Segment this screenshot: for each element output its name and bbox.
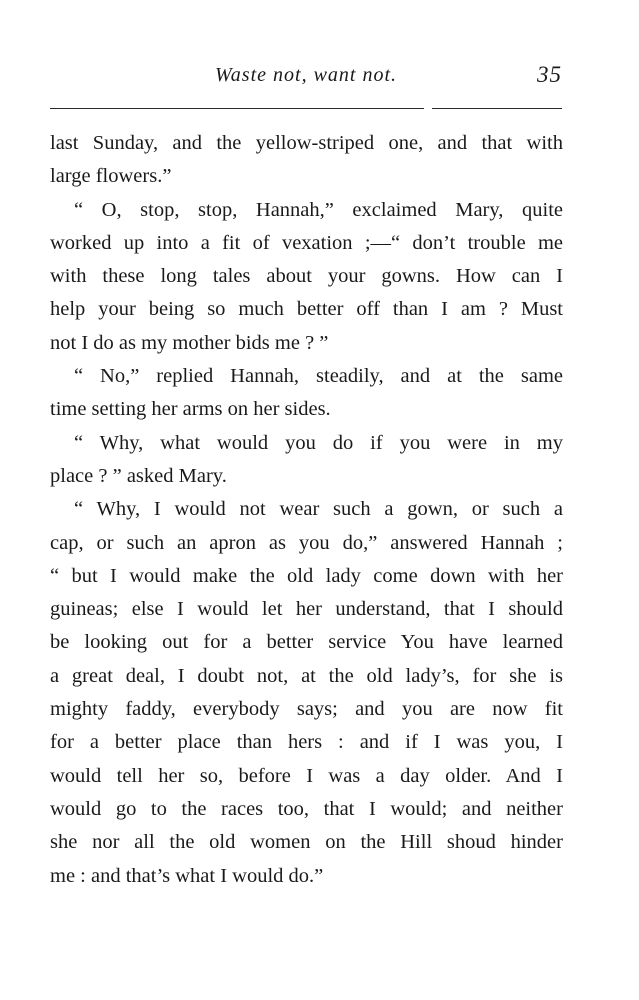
text-line: help your being so much better off than I am ? Must <box>50 298 563 321</box>
text-line: “ but I would make the old lady come down with her <box>50 564 563 587</box>
text-line: be looking out for a better service You have learned <box>50 631 563 654</box>
text-line: place ? ” asked Mary. <box>50 464 227 487</box>
text-line: large flowers.” <box>50 165 172 188</box>
text-line: cap, or such an apron as you do,” answered Hannah ; <box>50 531 563 554</box>
text-line: worked up into a fit of vexation ;—“ don’t trouble me <box>50 231 563 254</box>
running-title: Waste not, want not. <box>214 64 398 86</box>
running-head <box>50 62 562 92</box>
text-line: would tell her so, before I was a day older. And I <box>50 764 563 787</box>
text-line: “ Why, what would you do if you were in my <box>74 431 563 454</box>
text-line: with these long tales about your gowns. How can I <box>50 265 563 288</box>
text-line: “ O, stop, stop, Hannah,” exclaimed Mary, quite <box>74 198 563 221</box>
text-line: for a better place than hers : and if I was you, I <box>50 731 563 754</box>
text-line: “ No,” replied Hannah, steadily, and at the same <box>74 365 563 388</box>
text-line: time setting her arms on her sides. <box>50 398 331 421</box>
header-rule <box>50 108 562 109</box>
text-line: mighty faddy, everybody says; and you are now fit <box>50 698 563 721</box>
text-line: “ Why, I would not wear such a gown, or such a <box>74 498 563 521</box>
text-line: a great deal, I doubt not, at the old lady’s, for she is <box>50 664 563 687</box>
header-rule-gap <box>424 106 432 111</box>
text-line: would go to the races too, that I would; and neither <box>50 797 563 820</box>
text-line: last Sunday, and the yellow-striped one, and that with <box>50 132 563 154</box>
page-number: 35 <box>537 62 562 87</box>
text-line: not I do as my mother bids me ? ” <box>50 331 329 354</box>
text-line: she nor all the old women on the Hill shoud hinder <box>50 831 563 854</box>
text-line: guineas; else I would let her understand, that I should <box>50 598 563 621</box>
body-text <box>50 127 563 893</box>
text-line: me : and that’s what I would do.” <box>50 864 324 887</box>
